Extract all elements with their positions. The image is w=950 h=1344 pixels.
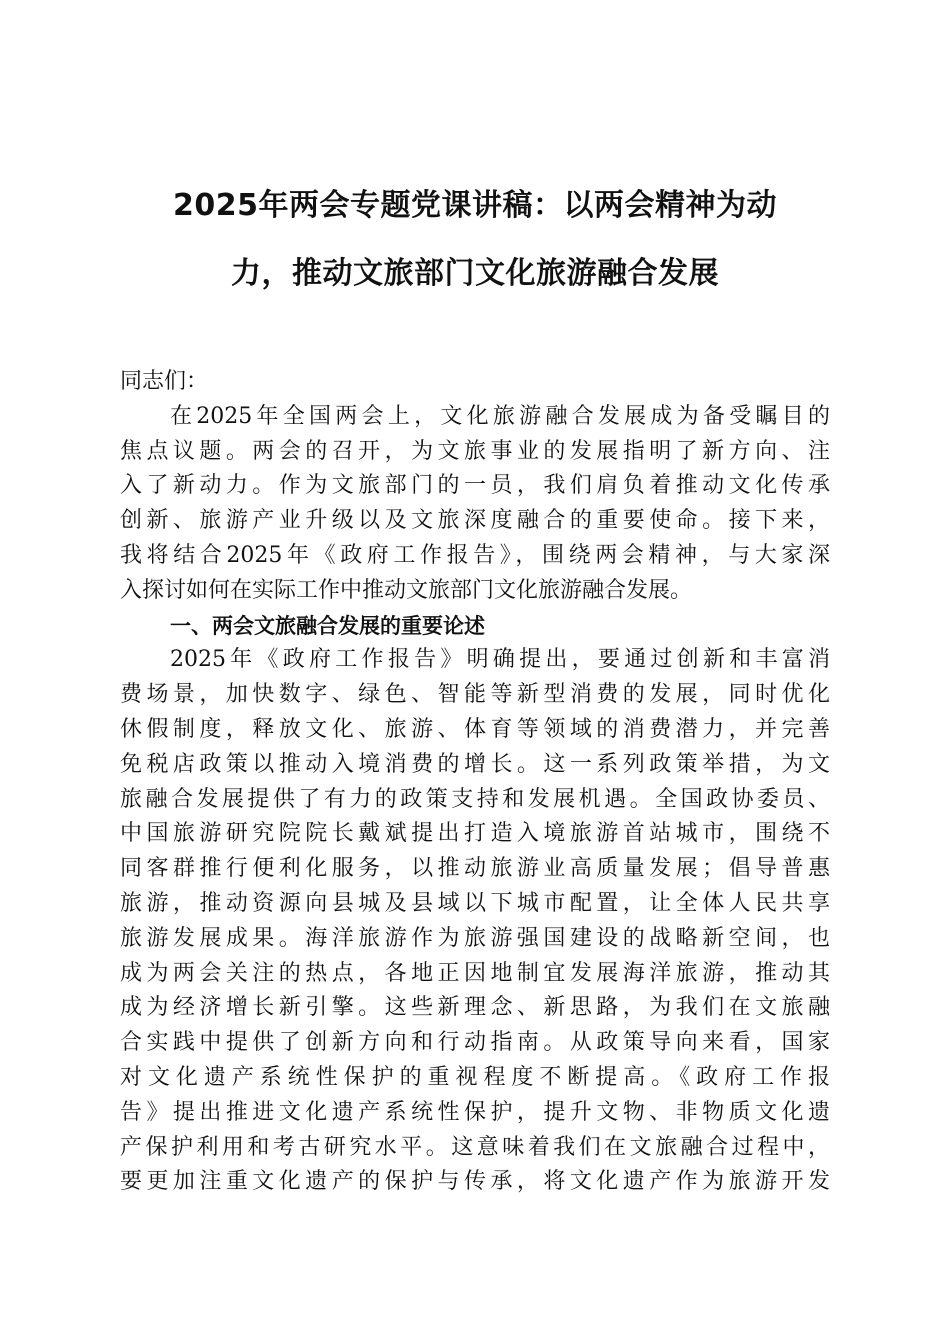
section-line: 旅融合发展提供了有力的政策支持和发展机遇。全国政协委员、 bbox=[120, 786, 830, 812]
section-line: 成为经济增长新引擎。这些新理念、新思路，为我们在文旅融 bbox=[120, 995, 830, 1021]
intro-line: 在2025年全国两会上，文化旅游融合发展成为备受瞩目的 bbox=[170, 403, 830, 429]
section-line: 2025年《政府工作报告》明确提出，要通过创新和丰富消 bbox=[170, 647, 830, 673]
document-body bbox=[120, 365, 830, 1200]
title-line: 2025年两会专题党课讲稿：以两会精神为动 bbox=[173, 188, 777, 223]
intro-line: 入了新动力。作为文旅部门的一员，我们肩负着推动文化传承 bbox=[120, 473, 830, 499]
salutation: 同志们： bbox=[120, 369, 209, 394]
section-line: 同客群推行便利化服务，以推动旅游业高质量发展；倡导普惠 bbox=[120, 856, 830, 882]
section-line: 旅游，推动资源向县城及县域以下城市配置，让全体人民共享 bbox=[120, 890, 830, 916]
title-line: 力，推动文旅部门文化旅游融合发展 bbox=[231, 256, 719, 291]
section-line: 要更加注重文化遗产的保护与传承，将文化遗产作为旅游开发 bbox=[120, 1169, 830, 1195]
section-line: 旅游发展成果。海洋旅游作为旅游强国建设的战略新空间，也 bbox=[120, 925, 830, 951]
intro-line: 创新、旅游产业升级以及文旅深度融合的重要使命。接下来， bbox=[120, 508, 830, 534]
intro-line: 焦点议题。两会的召开，为文旅事业的发展指明了新方向、注 bbox=[120, 438, 830, 464]
section-heading: 一、两会文旅融合发展的重要论述 bbox=[170, 613, 485, 638]
section-line: 中国旅游研究院院长戴斌提出打造入境旅游首站城市，围绕不 bbox=[120, 821, 830, 847]
section-line: 成为两会关注的热点，各地正因地制宜发展海洋旅游，推动其 bbox=[120, 960, 830, 986]
section-line: 产保护利用和考古研究水平。这意味着我们在文旅融合过程中， bbox=[120, 1134, 830, 1160]
section-line: 合实践中提供了创新方向和行动指南。从政策导向来看，国家 bbox=[120, 1030, 830, 1056]
intro-line: 我将结合2025年《政府工作报告》，围绕两会精神，与大家深 bbox=[120, 542, 830, 568]
section-line: 休假制度，释放文化、旅游、体育等领域的消费潜力，并完善 bbox=[120, 716, 830, 742]
document-title bbox=[110, 172, 840, 308]
section-line: 对文化遗产系统性保护的重视程度不断提高。《政府工作报 bbox=[120, 1064, 830, 1090]
intro-line: 入探讨如何在实际工作中推动文旅部门文化旅游融合发展。 bbox=[120, 577, 693, 603]
section-line: 费场景，加快数字、绿色、智能等新型消费的发展，同时优化 bbox=[120, 682, 830, 708]
section-line: 告》提出推进文化遗产系统性保护，提升文物、非物质文化遗 bbox=[120, 1099, 830, 1125]
section-line: 免税店政策以推动入境消费的增长。这一系列政策举措，为文 bbox=[120, 751, 830, 777]
